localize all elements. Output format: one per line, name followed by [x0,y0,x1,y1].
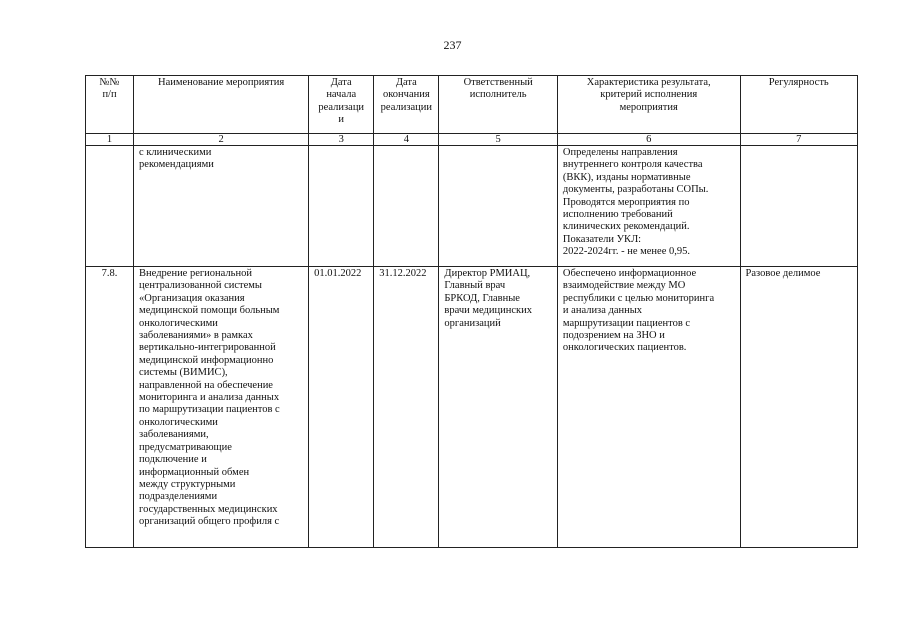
table-row [86,146,858,267]
start-date [309,146,374,267]
column-number: 3 [309,134,374,146]
column-number: 6 [557,134,740,146]
table-row [86,267,858,548]
column-number-row [86,134,858,146]
activity-name: Внедрение региональной централизованной системы «Организация оказания медицинской помощи больным онкологическими заболеваниями» в рамках вертикально-интегрированной медицинской информационно системы (ВИМИС), направленной на обеспечение мониторинга и анализа данных по маршрутизации пациентов с онкологическими заболеваниями, предусматривающие подключение и информационный обмен между структурными подразделениями государственных медицинских организаций общего профиля с [134,267,309,548]
row-number: 7.8. [86,267,134,548]
regularity [740,146,858,267]
activity-name: с клиническими рекомендациями [134,146,309,267]
end-date [374,146,439,267]
header-row [86,76,858,134]
column-number: 5 [439,134,558,146]
responsible [439,146,558,267]
start-date: 01.01.2022 [309,267,374,548]
header-num: №№ п/п [86,76,134,134]
header-start-date: Дата начала реализаци и [309,76,374,134]
activities-table [85,75,858,548]
header-name: Наименование мероприятия [134,76,309,134]
responsible: Директор РМИАЦ, Главный врач БРКОД, Главные врачи медицинских организаций [439,267,558,548]
end-date: 31.12.2022 [374,267,439,548]
page-number: 237 [443,38,462,52]
column-number: 4 [374,134,439,146]
result-description: Определены направления внутреннего контроля качества (ВКК), изданы нормативные документы, разработаны СОПы. Проводятся мероприятия по исполнению требований клинических рекомендаций. Показатели УКЛ: 2022-2024гг. - не менее 0,95. [557,146,740,267]
column-number: 7 [740,134,858,146]
header-regularity: Регулярность [740,76,858,134]
header-result: Характеристика результата, критерий исполнения мероприятия [557,76,740,134]
regularity: Разовое делимое [740,267,858,548]
header-end-date: Дата окончания реализации [374,76,439,134]
header-responsible: Ответственный исполнитель [439,76,558,134]
column-number: 2 [134,134,309,146]
row-number [86,146,134,267]
result-description: Обеспечено информационное взаимодействие между МО республики с целью мониторинга и анализа данных маршрутизации пациентов с подозрением на ЗНО и онкологических пациентов. [557,267,740,548]
column-number: 1 [86,134,134,146]
